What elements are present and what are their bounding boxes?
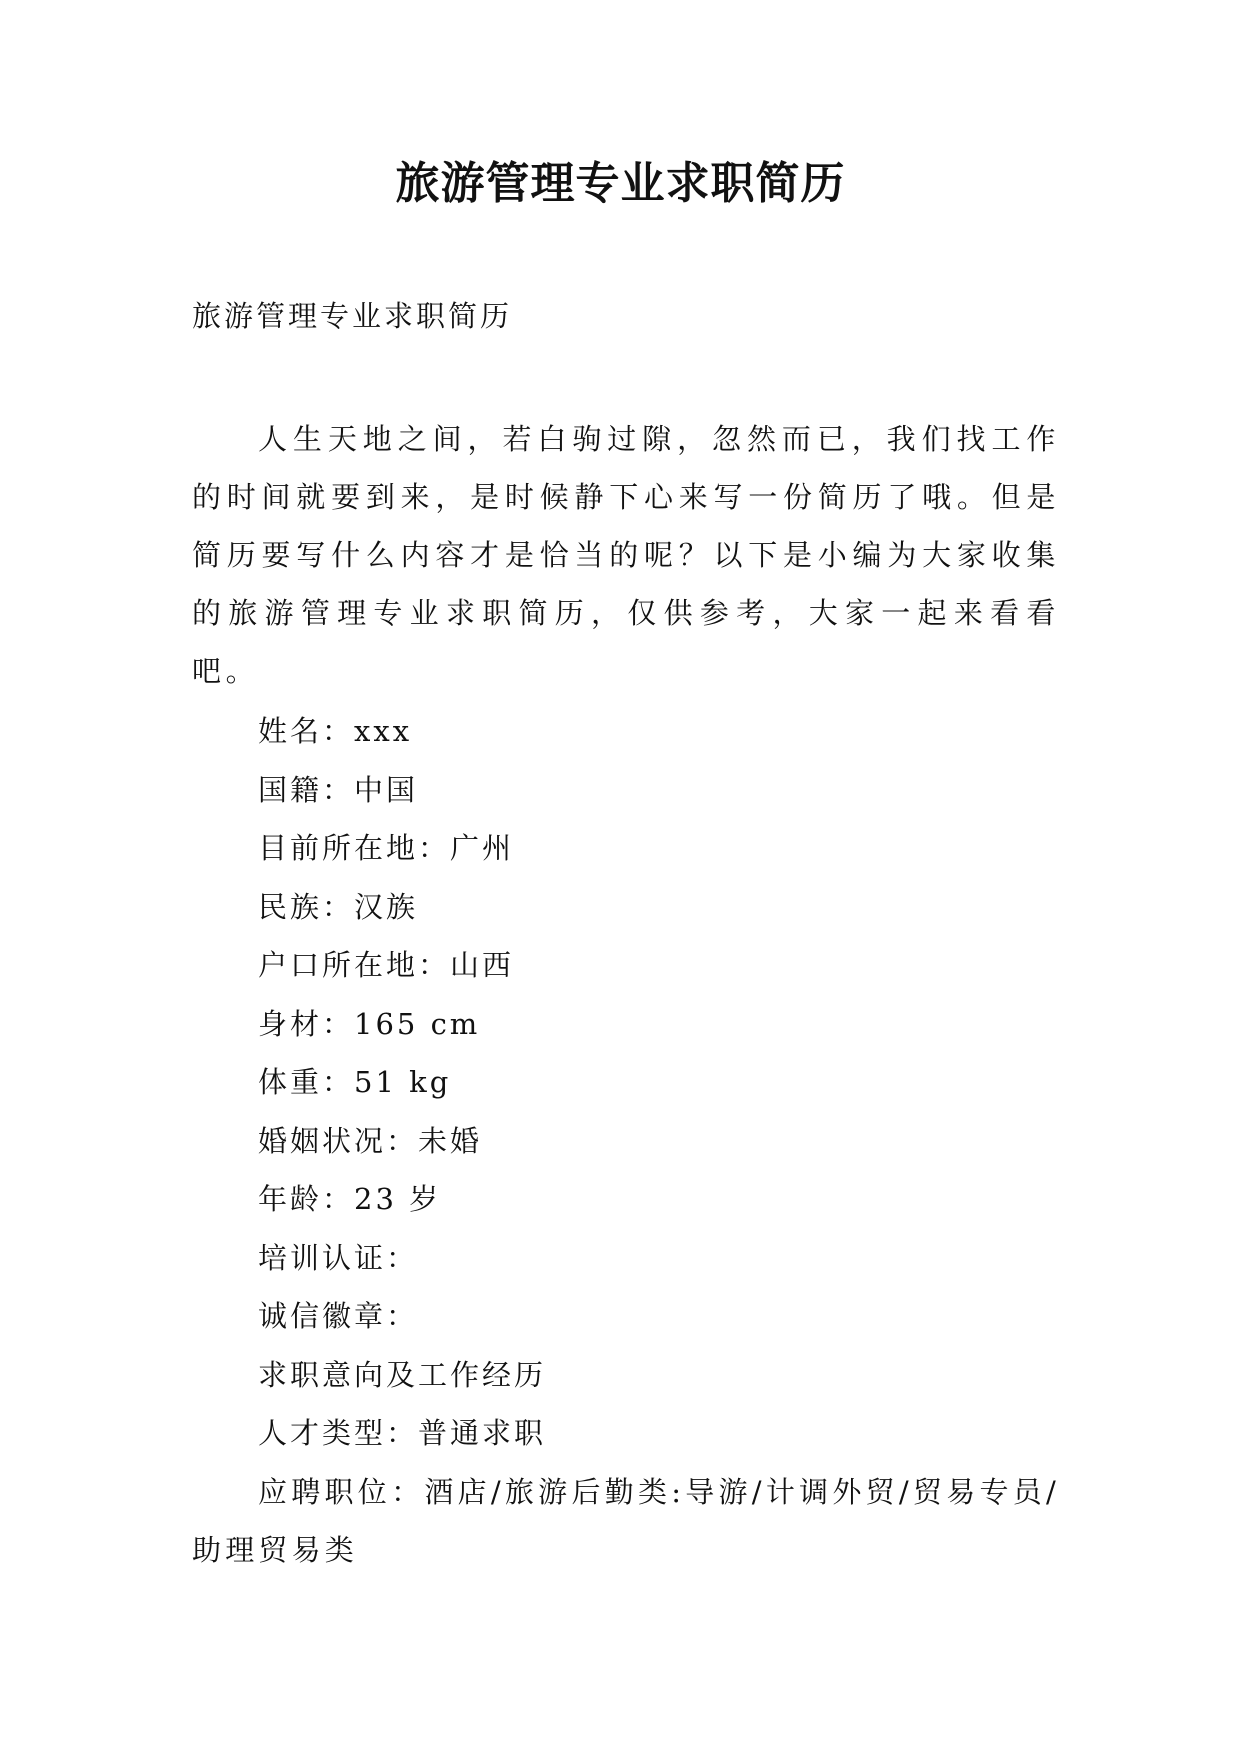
info-marital-status: 婚姻状况：未婚	[258, 1123, 483, 1158]
personal-info-list	[192, 702, 1060, 1580]
info-age: 年龄：23 岁	[258, 1182, 442, 1216]
info-current-location: 目前所在地：广州	[258, 831, 515, 865]
section-heading-job-intention: 求职意向及工作经历	[258, 1357, 547, 1392]
info-applied-position: 应聘职位：酒店/旅游后勤类:导游/计调外贸/贸易专员/助理贸易类	[192, 1474, 1060, 1567]
document-title: 旅游管理专业求职简历	[395, 158, 846, 209]
info-ethnicity: 民族：汉族	[258, 889, 419, 924]
info-weight: 体重：51 kg	[258, 1065, 452, 1099]
document-subtitle: 旅游管理专业求职简历	[192, 299, 513, 333]
info-integrity-badge: 诚信徽章：	[258, 1299, 419, 1333]
info-household-registration: 户口所在地：山西	[258, 948, 515, 982]
info-height: 身材：165 cm	[258, 1006, 481, 1041]
info-talent-type: 人才类型：普通求职	[258, 1416, 547, 1450]
intro-paragraph: 人生天地之间，若白驹过隙，忽然而已，我们找工作的时间就要到来，是时候静下心来写一份简历了哦。但是简历要写什么内容才是恰当的呢？以下是小编为大家收集的旅游管理专业求职简历，仅供参考，大家一起来看看吧。	[192, 422, 1060, 688]
info-nationality: 国籍：中国	[258, 772, 419, 807]
info-training-certification: 培训认证：	[258, 1240, 419, 1275]
info-name: 姓名：xxx	[258, 714, 413, 748]
